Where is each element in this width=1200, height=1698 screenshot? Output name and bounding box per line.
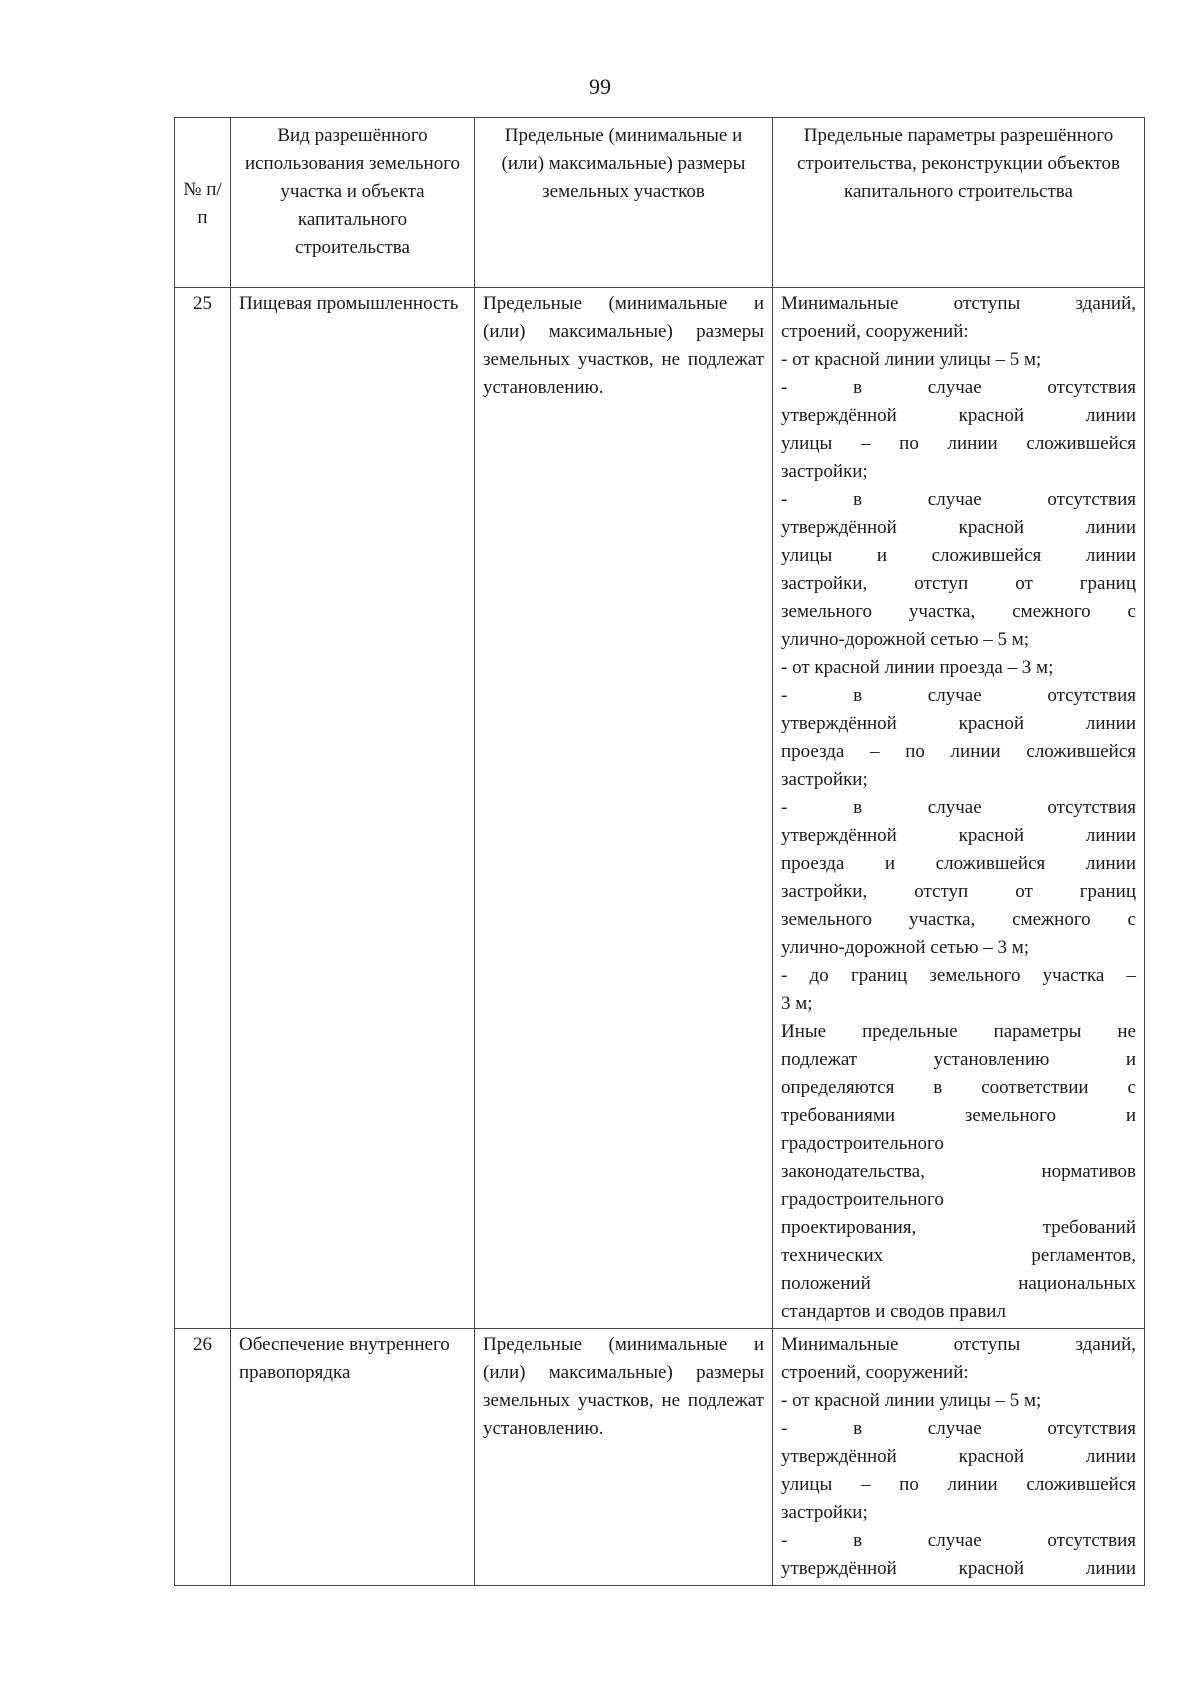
table-row — [175, 288, 1145, 1329]
params-line: - в случае отсутствия — [781, 377, 1136, 398]
row-number: 25 — [175, 288, 231, 1329]
params-line: улицы – по линии сложившейся — [781, 433, 1136, 454]
params-line: земельного участка, смежного с — [781, 909, 1136, 930]
params-line: утверждённой красной линии — [781, 825, 1136, 846]
row-build-params — [773, 288, 1145, 1329]
params-line: застройки; — [781, 1502, 868, 1523]
params-line: строений, сооружений: — [781, 321, 969, 342]
params-line: проектирования, требований — [781, 1217, 1136, 1238]
table-row — [175, 1329, 1145, 1586]
params-line: улицы – по линии сложившейся — [781, 1474, 1136, 1495]
params-line: подлежат установлению и — [781, 1049, 1136, 1070]
params-text — [781, 290, 1136, 1326]
params-line: градостроительного — [781, 1189, 944, 1210]
params-line: улицы и сложившейся линии — [781, 545, 1136, 566]
header-use-type: Вид разрешённого использования земельного участка и объекта капитального строительства — [231, 118, 475, 288]
params-line: - в случае отсутствия — [781, 489, 1136, 510]
params-line: утверждённой красной линии — [781, 405, 1136, 426]
params-line: требованиями земельного и — [781, 1105, 1136, 1126]
params-line: градостроительного — [781, 1133, 944, 1154]
header-build-params: Предельные параметры разрешённого строительства, реконструкции объектов капитального строительства — [773, 118, 1145, 288]
params-line: улично-дорожной сетью – 3 м; — [781, 937, 1030, 958]
params-line: законодательства, нормативов — [781, 1161, 1136, 1182]
params-line: улично-дорожной сетью – 5 м; — [781, 629, 1030, 650]
params-line: - до границ земельного участка – — [781, 965, 1136, 986]
land-use-regulations-table — [174, 117, 1145, 1586]
params-line: - в случае отсутствия — [781, 1530, 1136, 1551]
params-line: - от красной линии проезда – 3 м; — [781, 657, 1054, 678]
row-build-params — [773, 1329, 1145, 1586]
table-header-row — [175, 118, 1145, 288]
row-use-type: Пищевая промышленность — [231, 288, 475, 1329]
params-line: утверждённой красной линии — [781, 517, 1136, 538]
page-number: 99 — [589, 74, 611, 99]
params-line: утверждённой красной линии — [781, 1446, 1136, 1467]
params-line: - от красной линии улицы – 5 м; — [781, 1390, 1042, 1411]
row-use-type: Обеспечение внутреннего правопорядка — [231, 1329, 475, 1586]
row-number: 26 — [175, 1329, 231, 1586]
params-line: - в случае отсутствия — [781, 797, 1136, 818]
params-line: Минимальные отступы зданий, — [781, 293, 1136, 314]
params-line: застройки; — [781, 769, 868, 790]
params-line: - от красной линии улицы – 5 м; — [781, 349, 1042, 370]
params-line: застройки; — [781, 461, 868, 482]
params-line: проезда – по линии сложившейся — [781, 741, 1136, 762]
params-line: стандартов и сводов правил — [781, 1301, 1006, 1322]
params-line: 3 м; — [781, 993, 813, 1014]
params-line: технических регламентов, — [781, 1245, 1136, 1266]
params-line: застройки, отступ от границ — [781, 881, 1136, 902]
params-line: застройки, отступ от границ — [781, 573, 1136, 594]
params-line: - в случае отсутствия — [781, 1418, 1136, 1439]
params-line: определяются в соответствии с — [781, 1077, 1136, 1098]
params-line: земельного участка, смежного с — [781, 601, 1136, 622]
params-line: Минимальные отступы зданий, — [781, 1334, 1136, 1355]
header-plot-size: Предельные (минимальные и (или) максимальные) размеры земельных участков — [475, 118, 773, 288]
params-line: проезда и сложившейся линии — [781, 853, 1136, 874]
params-line: Иные предельные параметры не — [781, 1021, 1136, 1042]
params-text — [781, 1331, 1136, 1583]
params-line: утверждённой красной линии — [781, 1558, 1136, 1579]
header-number: № п/п — [175, 118, 231, 288]
params-line: - в случае отсутствия — [781, 685, 1136, 706]
params-line: положений национальных — [781, 1273, 1136, 1294]
params-line: строений, сооружений: — [781, 1362, 969, 1383]
row-plot-size: Предельные (минимальные и (или) максимальные) размеры земельных участков, не подлежат установлению. — [475, 1329, 773, 1586]
params-line: утверждённой красной линии — [781, 713, 1136, 734]
row-plot-size: Предельные (минимальные и (или) максимальные) размеры земельных участков, не подлежат установлению. — [475, 288, 773, 1329]
